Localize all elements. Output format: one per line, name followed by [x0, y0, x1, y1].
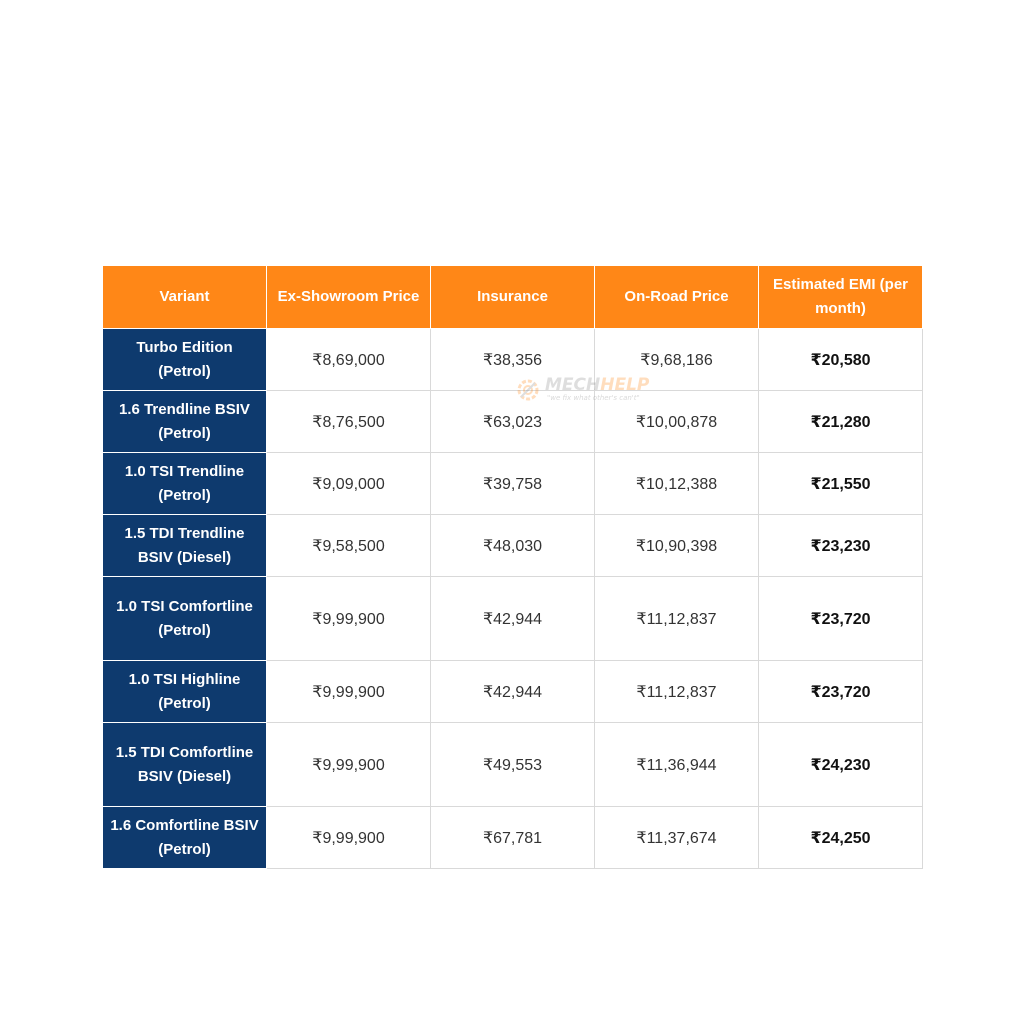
emi-cell: ₹20,580 — [759, 329, 923, 391]
insurance-cell: ₹42,944 — [431, 577, 595, 661]
ex-showroom-cell: ₹9,99,900 — [267, 661, 431, 723]
emi-cell: ₹23,230 — [759, 515, 923, 577]
on-road-cell: ₹11,12,837 — [595, 577, 759, 661]
table-row — [103, 723, 923, 807]
variant-cell: 1.6 Trendline BSIV (Petrol) — [103, 391, 267, 453]
variant-cell: 1.0 TSI Highline (Petrol) — [103, 661, 267, 723]
ex-showroom-cell: ₹9,99,900 — [267, 723, 431, 807]
header-on-road: On-Road Price — [595, 266, 759, 329]
ex-showroom-cell: ₹8,69,000 — [267, 329, 431, 391]
header-row — [103, 266, 923, 329]
table-row — [103, 329, 923, 391]
header-insurance: Insurance — [431, 266, 595, 329]
emi-cell: ₹23,720 — [759, 577, 923, 661]
price-table-container — [102, 265, 922, 869]
header-emi: Estimated EMI (per month) — [759, 266, 923, 329]
header-variant: Variant — [103, 266, 267, 329]
insurance-cell: ₹63,023 — [431, 391, 595, 453]
insurance-cell: ₹49,553 — [431, 723, 595, 807]
insurance-cell: ₹39,758 — [431, 453, 595, 515]
header-ex-showroom: Ex-Showroom Price — [267, 266, 431, 329]
insurance-cell: ₹38,356 — [431, 329, 595, 391]
insurance-cell: ₹48,030 — [431, 515, 595, 577]
table-row — [103, 577, 923, 661]
watermark-brand-b: HELP — [600, 375, 650, 395]
watermark-tagline: "we fix what other's can't" — [547, 394, 640, 402]
on-road-cell: ₹11,37,674 — [595, 807, 759, 869]
ex-showroom-cell: ₹8,76,500 — [267, 391, 431, 453]
on-road-cell: ₹11,12,837 — [595, 661, 759, 723]
table-row — [103, 391, 923, 453]
variant-cell: 1.0 TSI Comfortline (Petrol) — [103, 577, 267, 661]
emi-cell: ₹24,230 — [759, 723, 923, 807]
emi-cell: ₹21,280 — [759, 391, 923, 453]
table-row — [103, 515, 923, 577]
ex-showroom-cell: ₹9,99,900 — [267, 577, 431, 661]
ex-showroom-cell: ₹9,58,500 — [267, 515, 431, 577]
table-row — [103, 453, 923, 515]
variant-cell: Turbo Edition (Petrol) — [103, 329, 267, 391]
table-row — [103, 807, 923, 869]
price-table — [102, 265, 923, 869]
on-road-cell: ₹11,36,944 — [595, 723, 759, 807]
emi-cell: ₹21,550 — [759, 453, 923, 515]
on-road-cell: ₹10,00,878 — [595, 391, 759, 453]
table-row — [103, 661, 923, 723]
on-road-cell: ₹10,90,398 — [595, 515, 759, 577]
variant-cell: 1.6 Comfortline BSIV (Petrol) — [103, 807, 267, 869]
insurance-cell: ₹42,944 — [431, 661, 595, 723]
watermark-brand-a: MECH — [545, 375, 601, 395]
insurance-cell: ₹67,781 — [431, 807, 595, 869]
ex-showroom-cell: ₹9,09,000 — [267, 453, 431, 515]
on-road-cell: ₹10,12,388 — [595, 453, 759, 515]
on-road-cell: ₹9,68,186 — [595, 329, 759, 391]
emi-cell: ₹24,250 — [759, 807, 923, 869]
variant-cell: 1.5 TDI Trendline BSIV (Diesel) — [103, 515, 267, 577]
variant-cell: 1.0 TSI Trendline (Petrol) — [103, 453, 267, 515]
emi-cell: ₹23,720 — [759, 661, 923, 723]
variant-cell: 1.5 TDI Comfortline BSIV (Diesel) — [103, 723, 267, 807]
ex-showroom-cell: ₹9,99,900 — [267, 807, 431, 869]
